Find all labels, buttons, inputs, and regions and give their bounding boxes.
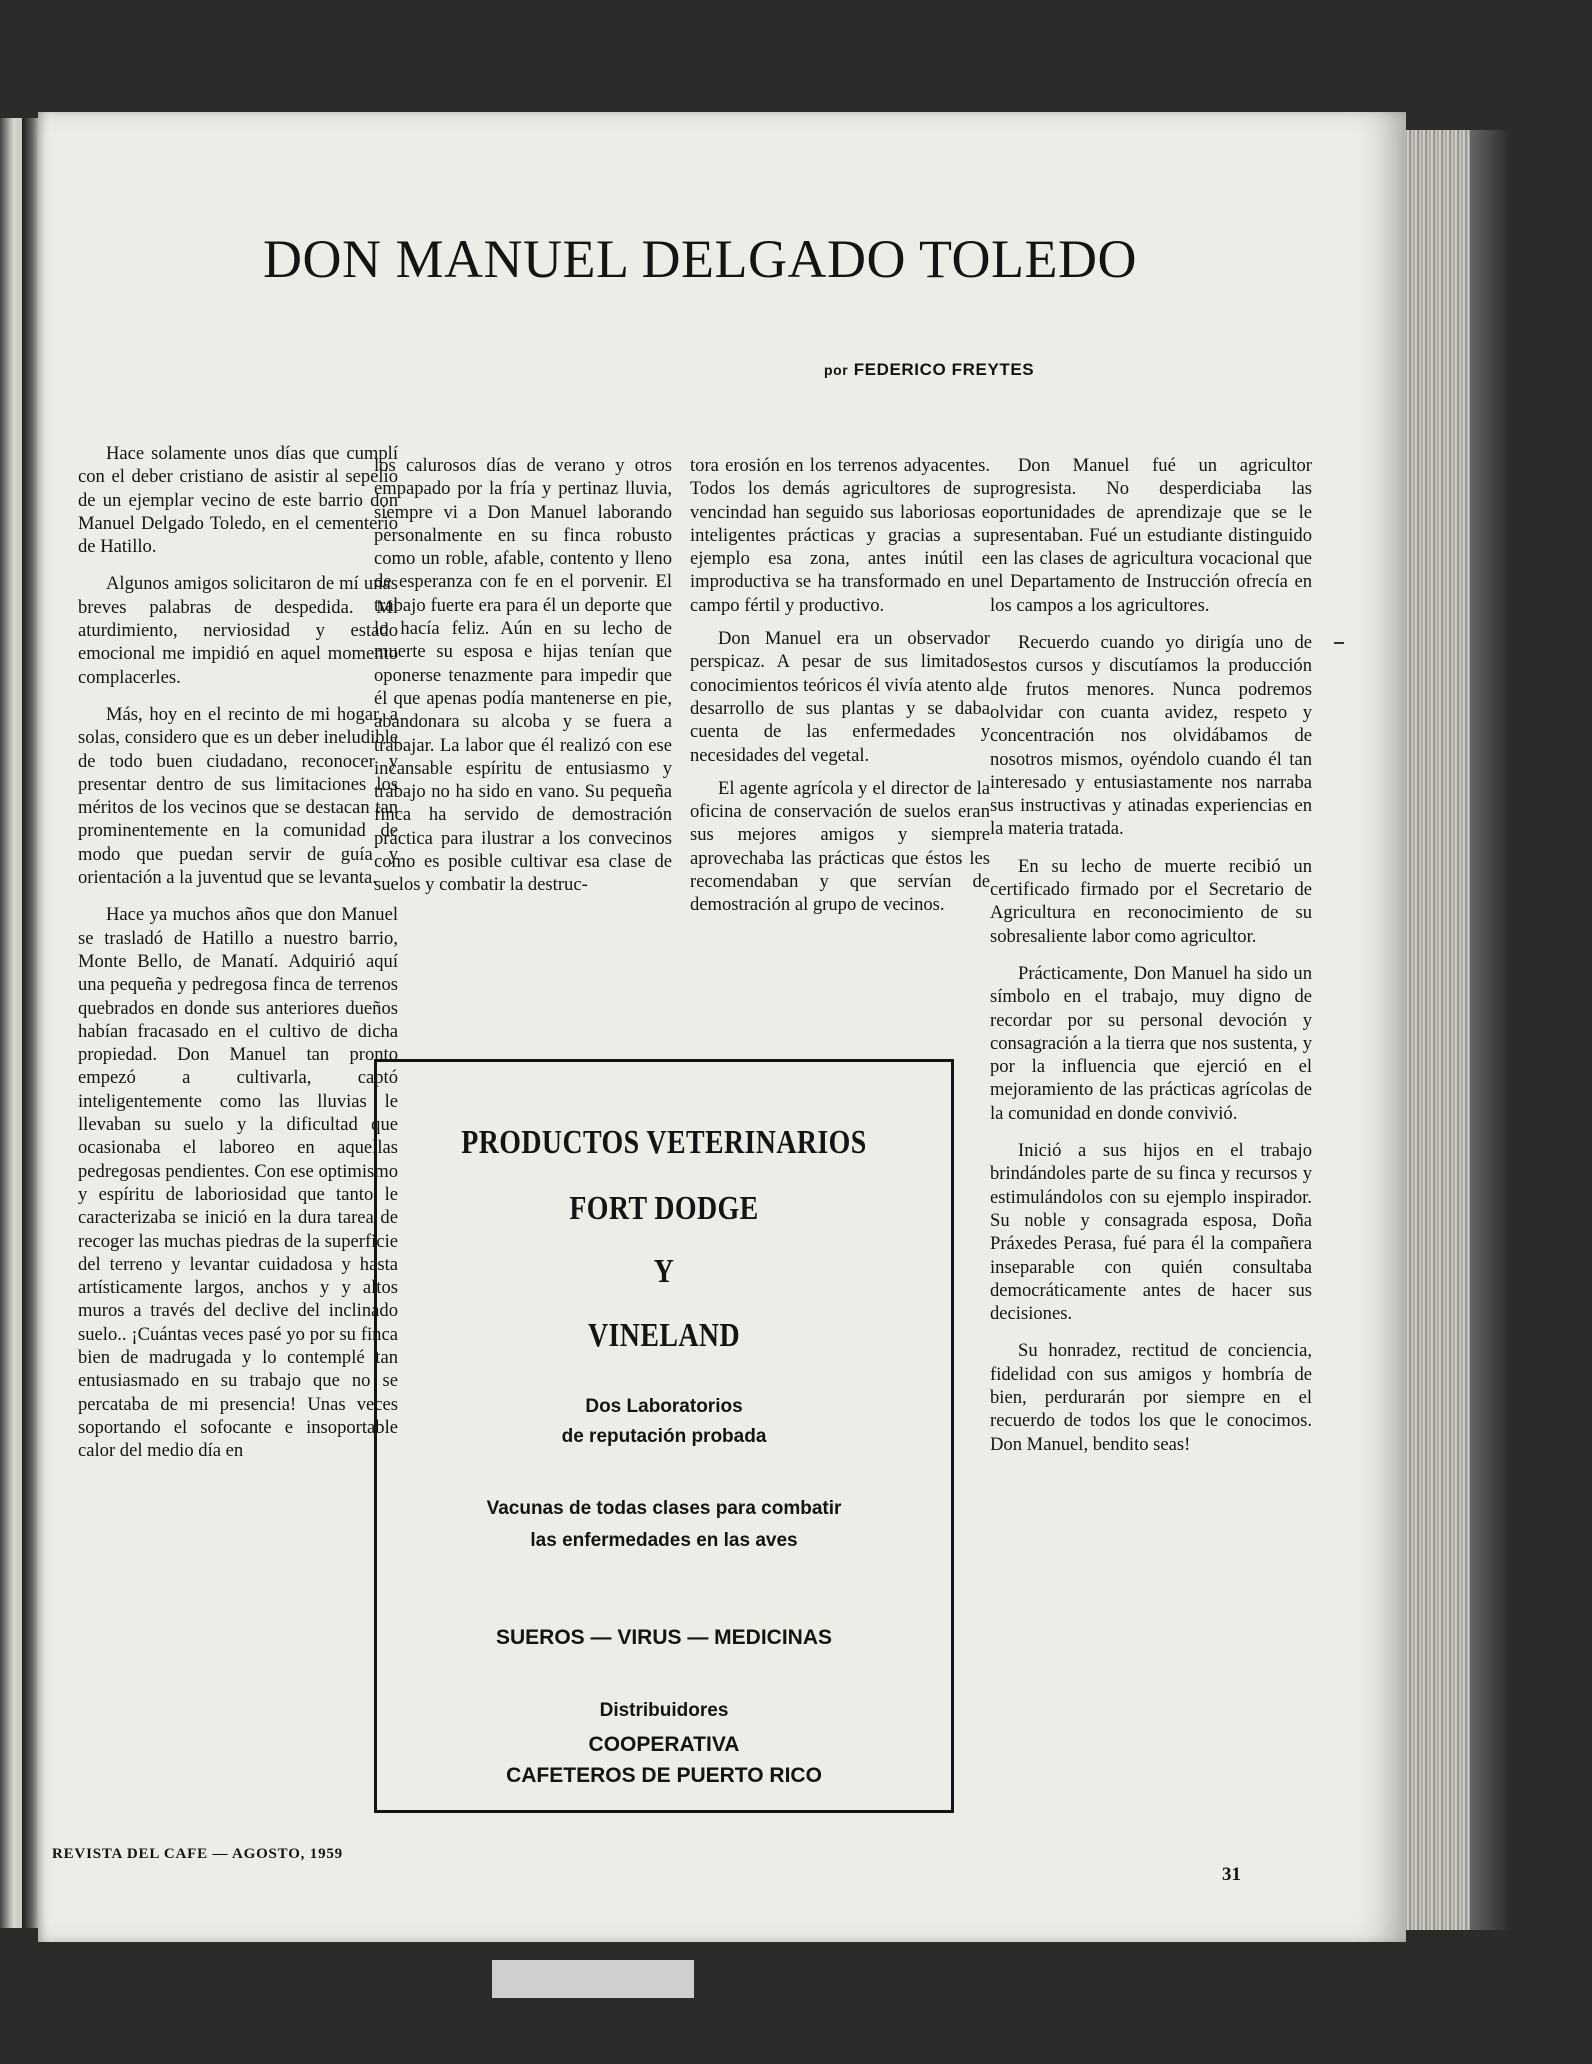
ad-distributor-name-2: CAFETEROS DE PUERTO RICO [506,1764,822,1787]
paragraph: Hace ya muchos años que don Manuel se trasladó de Hatillo a nuestro barrio, Monte Bello, de Manatí. Adquirió aquí una pequeña y pedregosa finca de terrenos quebrados en donde sus anteriores dueños habían fracasado en el cultivo de dicha propiedad. Don Manuel tan pronto empezó a cultivarla, captó inteligentemente como las lluvias le llevaban su suelo y la dificultad que ocasionaba el laboreo en aquellas pedregosas pendientes. Con ese optimismo y espíritu de laboriosidad que tanto le caracterizaba se inició en la dura tarea de recoger las muchas piedras de la superficie del terreno y levantar cuidadosa y hasta artísticamente largos, anchos y y altos muros a través del declive del inclinado suelo.. ¡Cuántas veces pasé yo por su finca bien de madrugada y lo contemplé tan entusiasmado en su trabajo que no se percataba de mi presencia! Unas veces soportando el sofocante e insoportable calor del medio día en [78,904,398,1462]
text-column-1 [78,442,398,1476]
byline-por: por [824,362,849,378]
page-stack-edges [1396,130,1476,1930]
ad-subtitle-1: Dos Laboratorios [585,1396,743,1417]
ad-headline: PRODUCTOS VETERINARIOS [461,1124,867,1161]
paragraph: El agente agrícola y el director de la oficina de conservación de suelos eran sus mejores amigos y siempre aprovechaba las prácticas que éstos les recomendaban y que servían de demostración al grupo de vecinos. [690,777,990,916]
text-column-2 [374,454,672,907]
ad-distributors-label: Distribuidores [599,1700,729,1721]
ad-subtitle-2: de reputación probada [561,1426,767,1447]
paragraph: Algunos amigos solicitaron de mí unas breves palabras de despedida. Mi aturdimiento, nerviosidad y estado emocional me impidió en aquel momento complacerles. [78,573,398,688]
paragraph: Don Manuel fué un agricultor progresista. No desperdiciaba las oportunidades de aprendizaje que se le presentaban. Fué un estudiante distinguido en las clases de agricultura vocacional que el Departamento de Instrucción ofrecía en los campos a los agricultores. [990,455,1312,616]
paragraph: Su honradez, rectitud de conciencia, fidelidad con sus amigos y hombría de bien, perdurarán por siempre en el recuerdo de todos los que le conocimos. Don Manuel, bendito seas! [990,1340,1312,1455]
paragraph: tora erosión en los terrenos adyacentes. Todos los demás agricultores de su vencindad han seguido sus laboriosas e inteligentes prácticas y gracias a su ejemplo esa zona, antes inútil e improductiva se ha transformado en un campo fértil y productivo. [690,455,990,616]
text-column-4 [990,454,1312,1470]
paragraph: Inició a sus hijos en el trabajo brindándoles parte de su finca y recursos y estimulándolos con su ejemplo inspirador. Su noble y consagrada esposa, Doña Práxedes Perasa, fué para él la compañera inseparable con quién consultaba democráticamente antes de hacer sus decisiones. [990,1140,1312,1325]
ad-products-line: SUEROS — VIRUS — MEDICINAS [495,1626,833,1649]
page-number: 31 [1222,1864,1241,1885]
text-column-3 [690,454,990,927]
article-title: DON MANUEL DELGADO TOLEDO [263,229,1137,289]
paragraph: En su lecho de muerte recibió un certificado firmado por el Secretario de Agricultura en reconocimiento de su sobresaliente labor como agricultor. [990,855,1312,947]
magazine-page [38,112,1406,1942]
page-stack-shadow [1470,130,1510,1930]
paragraph: Recuerdo cuando yo dirigía uno de estos cursos y discutíamos la producción de frutos menores. Nunca podremos olvidar con cuanta avidez, respeto y concentración nos olvidábamos de nosotros mismos, oyéndolo cuando él tan interesado y entusiastamente nos narraba sus instructivas y atinadas experiencias en la materia tratada. [990,632,1312,840]
paragraph: Más, hoy en el recinto de mi hogar, a solas, considero que es un deber ineludible de todo buen ciudadano, reconocer y presentar dentro de sus limitaciones los méritos de los vecinos que se destacan tan prominentemente en la comunidad de modo que puedan servir de guía y orientación a la juventud que se levanta. [78,703,398,889]
publication-footer: REVISTA DEL CAFE — AGOSTO, 1959 [52,1846,343,1862]
ad-vaccines-2: las enfermedades en las aves [530,1530,798,1551]
advertisement-box [374,1059,954,1813]
scan-tab-marker [492,1960,694,1998]
paragraph: Prácticamente, Don Manuel ha sido un símbolo en el trabajo, muy digno de recordar por su personal devoción y consagración a la tierra que nos sustenta, y por la influencia que ejerció en el mejoramiento de las prácticas agrícolas de la comunidad en donde convivió. [990,962,1312,1124]
ad-conjunction: Y [653,1253,675,1290]
margin-mark [1334,642,1344,644]
paragraph: Don Manuel era un observador perspicaz. A pesar de sus limitados conocimientos teóricos él vivía atento al desarrollo de sus plantas y se daba cuenta de las enfermedades y necesidades del vegetal. [690,628,990,766]
paragraph: los calurosos días de verano y otros empapado por la fría y pertinaz lluvia, siempre vi a Don Manuel laborando personalmente en su finca robusto como un roble, afable, contento y lleno de esperanza con fe en el porvenir. El trabajo fuerte era para él un deporte que lo hacía feliz. Aún en su lecho de muerte su esposa e hijas tenían que oponerse tenazmente para impedir que él que apenas podía mantenerse en pie, abandonara su alcoba y se fuera a trabajar. La labor que él realizó con ese incansable espíritu de entusiasmo y trabajo no ha sido en vano. Su pequeña finca ha servido de demostración práctica para ilustrar a los convecinos como es posible cultivar esa clase de suelos y combatir la destruc- [374,455,672,896]
ad-vaccines-1: Vacunas de todas clases para combatir [486,1498,842,1519]
paragraph: Hace solamente unos días que cumplí con el deber cristiano de asistir al sepelio de un ejemplar vecino de este barrio don Manuel Delgado Toledo, en el cementerio de Hatillo. [78,443,398,558]
ad-distributor-name-1: COOPERATIVA [588,1733,740,1756]
byline [824,360,1034,380]
ad-brand-2: VINELAND [587,1317,740,1354]
ad-brand-1: FORT DODGE [569,1190,759,1227]
byline-author: FEDERICO FREYTES [853,360,1035,379]
